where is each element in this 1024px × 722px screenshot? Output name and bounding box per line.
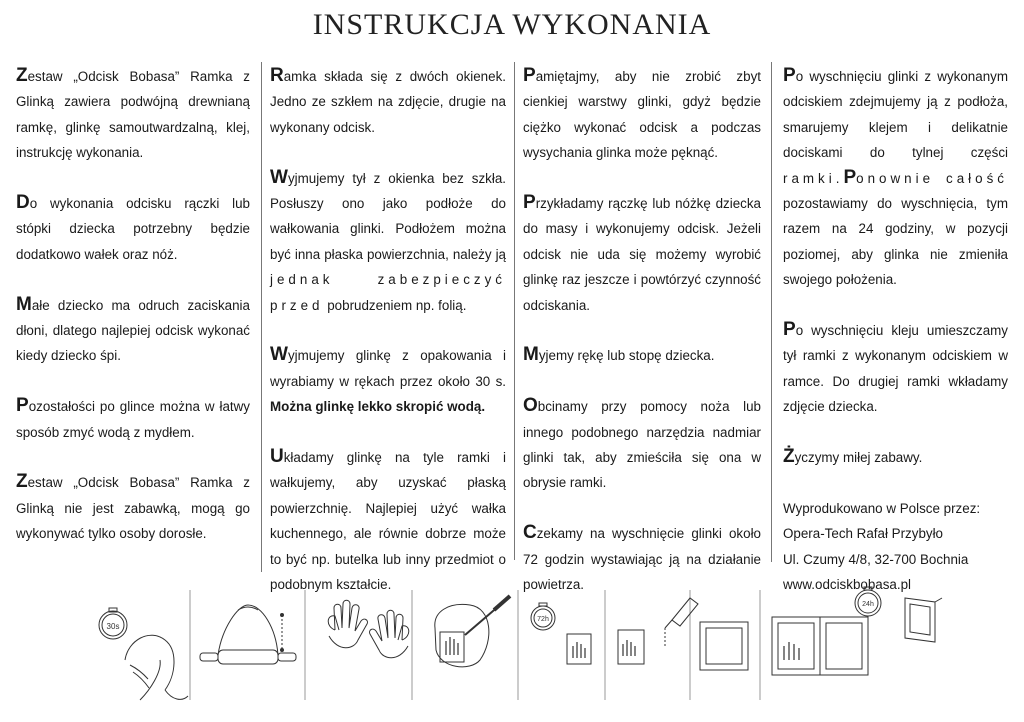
glue-bottle-icon [618, 598, 698, 664]
column-1 [16, 64, 250, 547]
clock-icon [531, 603, 555, 630]
page-title: INSTRUKCJA WYKONANIA [312, 8, 712, 41]
paragraph: Wyjmujemy tył z okienka bez szkła. Posłuszy ono jako podłoże do wałkowania glinki. Podłożem można być inna płaska powierzchnia, należy ją jednak zabezpieczyć przed pobrudzeniem np. folią. [270, 166, 506, 313]
column-2 [270, 64, 506, 597]
hand-print-icon [567, 634, 591, 664]
timer-label: 24h [862, 601, 874, 608]
website-link[interactable]: www.odciskbobasa.pl [783, 577, 912, 593]
paragraph: Małe dziecko ma odruch zaciskania dłoni, dlatego najlepiej odcisk wykonać kiedy dziecko śpi. [16, 293, 250, 364]
paragraph: Pozostałości po glince można w łatwy sposób zmyć wodą z mydłem. [16, 395, 250, 440]
paragraph: Po wyschnięciu kleju umieszczamy tył ramki z wykonanym odciskiem w ramce. Do drugiej ramki wkładamy zdjęcie dziecka. [783, 319, 1008, 415]
paragraph: Myjemy rękę lub stopę dziecka. [523, 344, 715, 366]
double-frame-icon [772, 617, 868, 675]
column-divider [261, 62, 262, 572]
frame-icon [700, 622, 748, 670]
column-3 [523, 64, 761, 597]
clock-icon [855, 587, 881, 616]
baby-hands-icon [328, 600, 409, 658]
paragraph: Pamiętajmy, aby nie zrobić zbyt cienkiej warstwy glinki, gdyż będzie ciężko wykonać odcisk a podczas wysychania glinka może pęknąć. [523, 65, 761, 161]
standing-frame-icon [905, 598, 942, 642]
knife-cutting-icon [435, 596, 510, 667]
column-divider [514, 62, 515, 560]
paragraph: Przykładamy rączkę lub nóżkę dziecka do masy i wykonujemy odcisk. Jeżeli odcisk nie uda się możemy wyrobić glinkę raz jeszcze i powtórzyć czynność odciskania. [523, 192, 761, 313]
illustration-strip [0, 580, 1024, 722]
column-4 [783, 64, 1008, 597]
paragraph: Życzymy miłej zabawy. [783, 446, 923, 468]
paragraph: Czekamy na wyschnięcie glinki około 72 godzin wystawiając ją na działanie powietrza. [523, 522, 761, 593]
bold-note: Można glinkę lekko skropić wodą. [270, 399, 486, 415]
paragraph: Po wyschnięciu glinki z wykonanym odciskiem zdejmujemy ją z podłoża, smarujemy klejem i delikatnie dociskami do tylnej części ramki.Ponownie całość pozostawiamy do wyschnięcia, tym razem na 24 godziny, w pozycji poziomej, aby glinka nie zmieniła swojego położenia. [783, 65, 1008, 288]
kneading-hands-icon [125, 635, 188, 700]
paragraph: Obcinamy przy pomocy noża lub innego podobnego narzędzia nadmiar glinki tak, aby zmieściła się ona w obrysie ramki. [523, 395, 761, 491]
paragraph: Ramka składa się z dwóch okienek. Jedno ze szkłem na zdjęcie, drugie na wykonany odcisk. [270, 65, 506, 135]
manufacturer-info: Wyprodukowano w Polsce przez: Opera-Tech Rafał Przybyło Ul. Czumy 4/8, 32-700 Bochnia www.odciskbobasa.pl [783, 496, 1008, 598]
clock-icon [99, 608, 127, 639]
rolling-pin-icon [200, 605, 296, 664]
paragraph: Do wykonania odcisku rączki lub stópki dziecka potrzebny będzie dodatkowo wałek oraz nóż. [16, 192, 250, 262]
paragraph: Układamy glinkę na tyle ramki i wałkujemy, aby uzyskać płaską powierzchnię. Najlepiej użyć wałka kuchennego, ale równie dobrze może to być np. butelka lub inny przedmiot o podobnym kształcie. [270, 446, 506, 593]
column-divider [771, 62, 772, 562]
paragraph: Zestaw „Odcisk Bobasa” Ramka z Glinką nie jest zabawką, mogą go wykonywać tylko osoby dorosłe. [16, 471, 250, 542]
timer-label: 30s [106, 622, 120, 631]
paragraph: Wyjmujemy glinkę z opakowania i wyrabiamy w rękach przez około 30 s. Można glinkę lekko skropić wodą. [270, 344, 506, 415]
timer-label: 72h [537, 616, 549, 623]
paragraph: Zestaw „Odcisk Bobasa” Ramka z Glinką zawiera podwójną drewnianą ramkę, glinkę samoutwardzalną, klej, instrukcję wykonania. [16, 65, 250, 161]
